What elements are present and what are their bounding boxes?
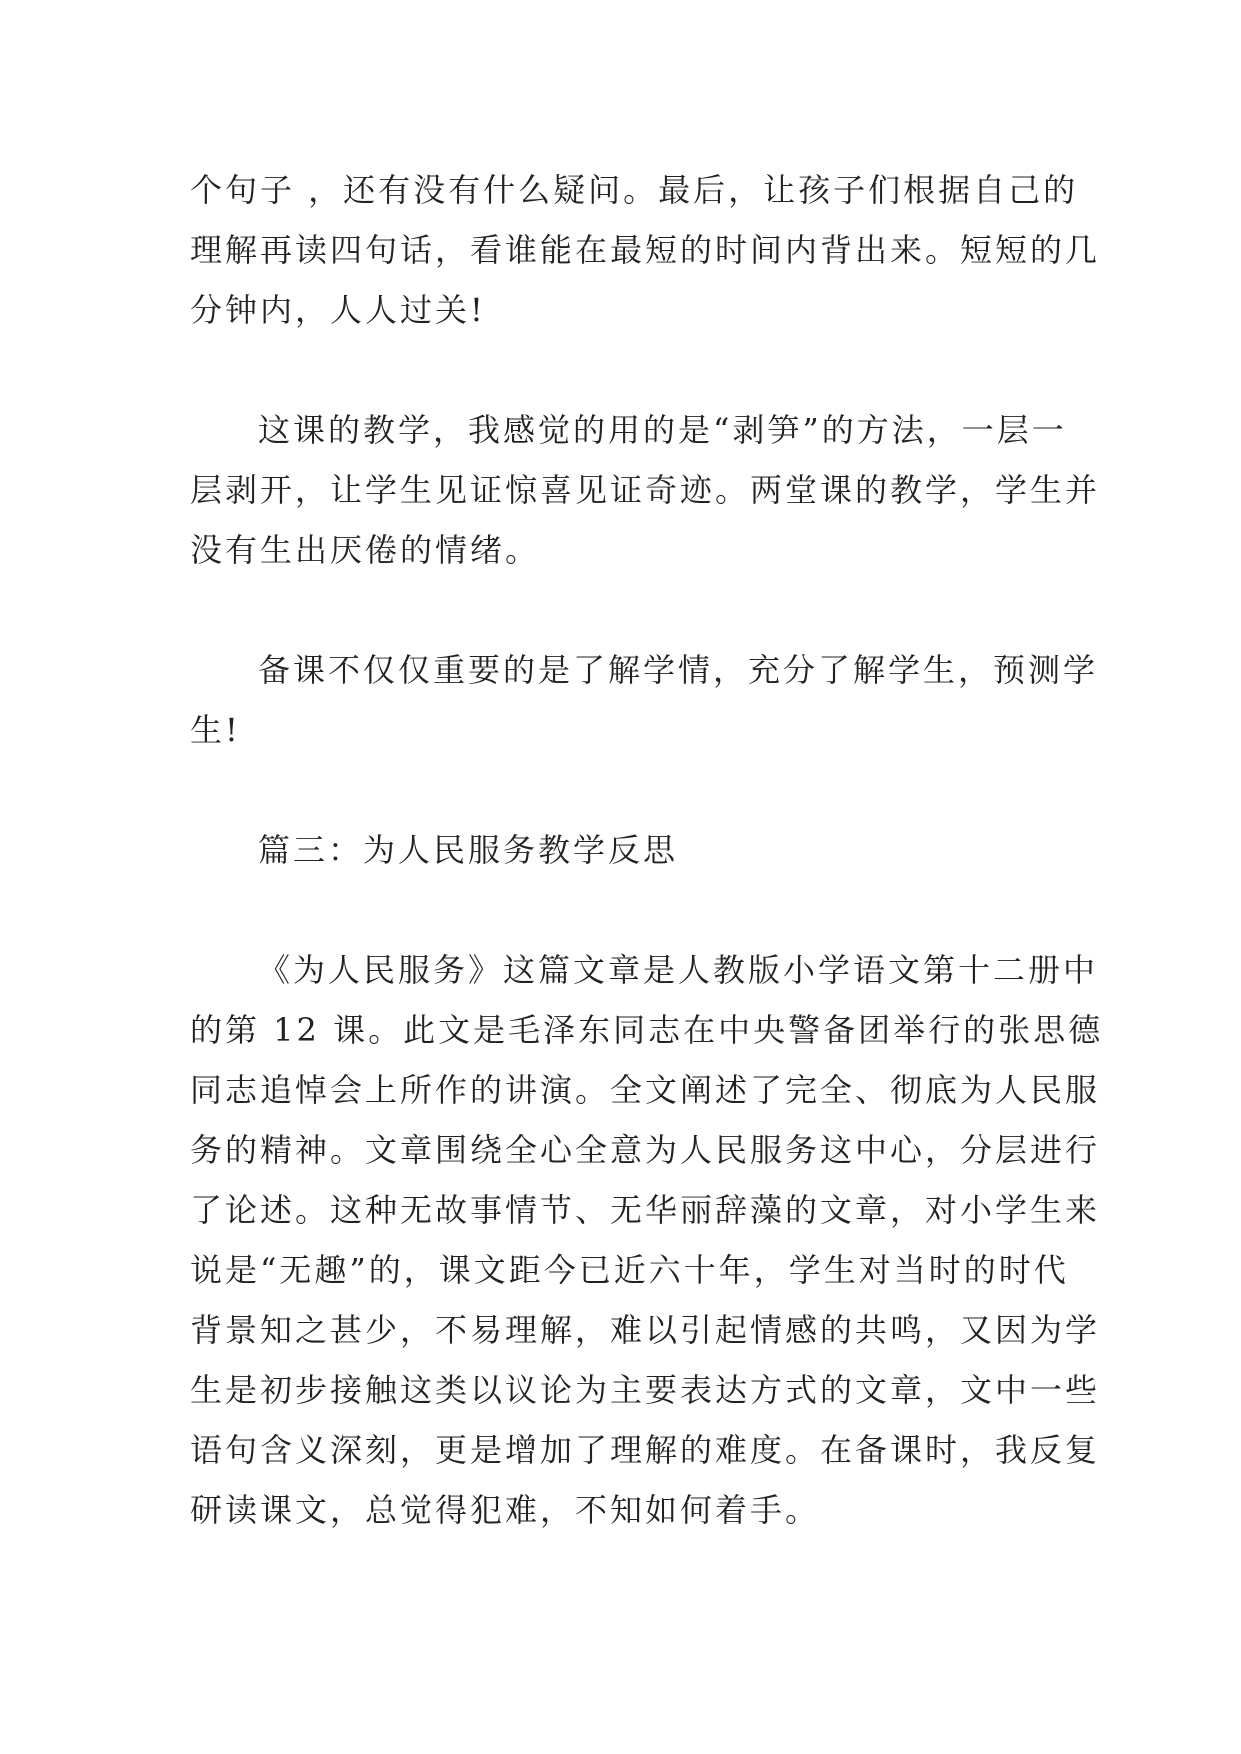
paragraph-spacer [190, 760, 1062, 820]
paragraph-line: 没有生出厌倦的情绪。 [190, 531, 541, 569]
paragraph [190, 940, 1104, 1540]
paragraph-line: 研读课文，总觉得犯难，不知如何着手。 [190, 1491, 821, 1529]
paragraph-line: 这课的教学，我感觉的用的是“剥笋”的方法，一层一 [258, 411, 1067, 449]
paragraph-spacer [190, 340, 1062, 400]
paragraph-line: 语句含义深刻，更是增加了理解的难度。在备课时，我反复 [190, 1431, 1101, 1469]
paragraph-line: 说是“无趣”的，课文距今已近六十年，学生对当时的时代 [190, 1251, 1069, 1289]
paragraph-line: 同志追悼会上所作的讲演。全文阐述了完全、彻底为人民服 [190, 1071, 1101, 1109]
paragraph-line: 了论述。这种无故事情节、无华丽辞藻的文章，对小学生来 [190, 1191, 1101, 1229]
paragraph-line: 的第 12 课。此文是毛泽东同志在中央警备团举行的张思德 [190, 1011, 1104, 1049]
paragraph [190, 400, 1101, 580]
paragraph-line: 生是初步接触这类以议论为主要表达方式的文章，文中一些 [190, 1371, 1101, 1409]
section-title: 篇三：为人民服务教学反思 [258, 831, 679, 869]
paragraph-line: 理解再读四句话，看谁能在最短的时间内背出来。短短的几 [190, 231, 1101, 269]
document-body [190, 160, 1104, 1540]
paragraph-line: 层剥开，让学生见证惊喜见证奇迹。两堂课的教学，学生并 [190, 471, 1101, 509]
paragraph-spacer [190, 580, 1062, 640]
paragraph-continuation [190, 160, 1101, 340]
paragraph-line: 务的精神。文章围绕全心全意为人民服务这中心，分层进行 [190, 1131, 1101, 1169]
paragraph-line: 生! [190, 711, 241, 749]
paragraph-line: 个句子 ，还有没有什么疑问。最后，让孩子们根据自己的 [190, 171, 1079, 209]
paragraph [190, 640, 1099, 760]
paragraph-line: 《为人民服务》这篇文章是人教版小学语文第十二册中 [258, 951, 1099, 989]
paragraph-spacer [190, 880, 1062, 940]
paragraph-line: 背景知之甚少，不易理解，难以引起情感的共鸣，又因为学 [190, 1311, 1101, 1349]
paragraph-line: 备课不仅仅重要的是了解学情，充分了解学生，预测学 [258, 651, 1099, 689]
section-heading [190, 820, 1062, 880]
paragraph-line: 分钟内，人人过关! [190, 291, 486, 329]
